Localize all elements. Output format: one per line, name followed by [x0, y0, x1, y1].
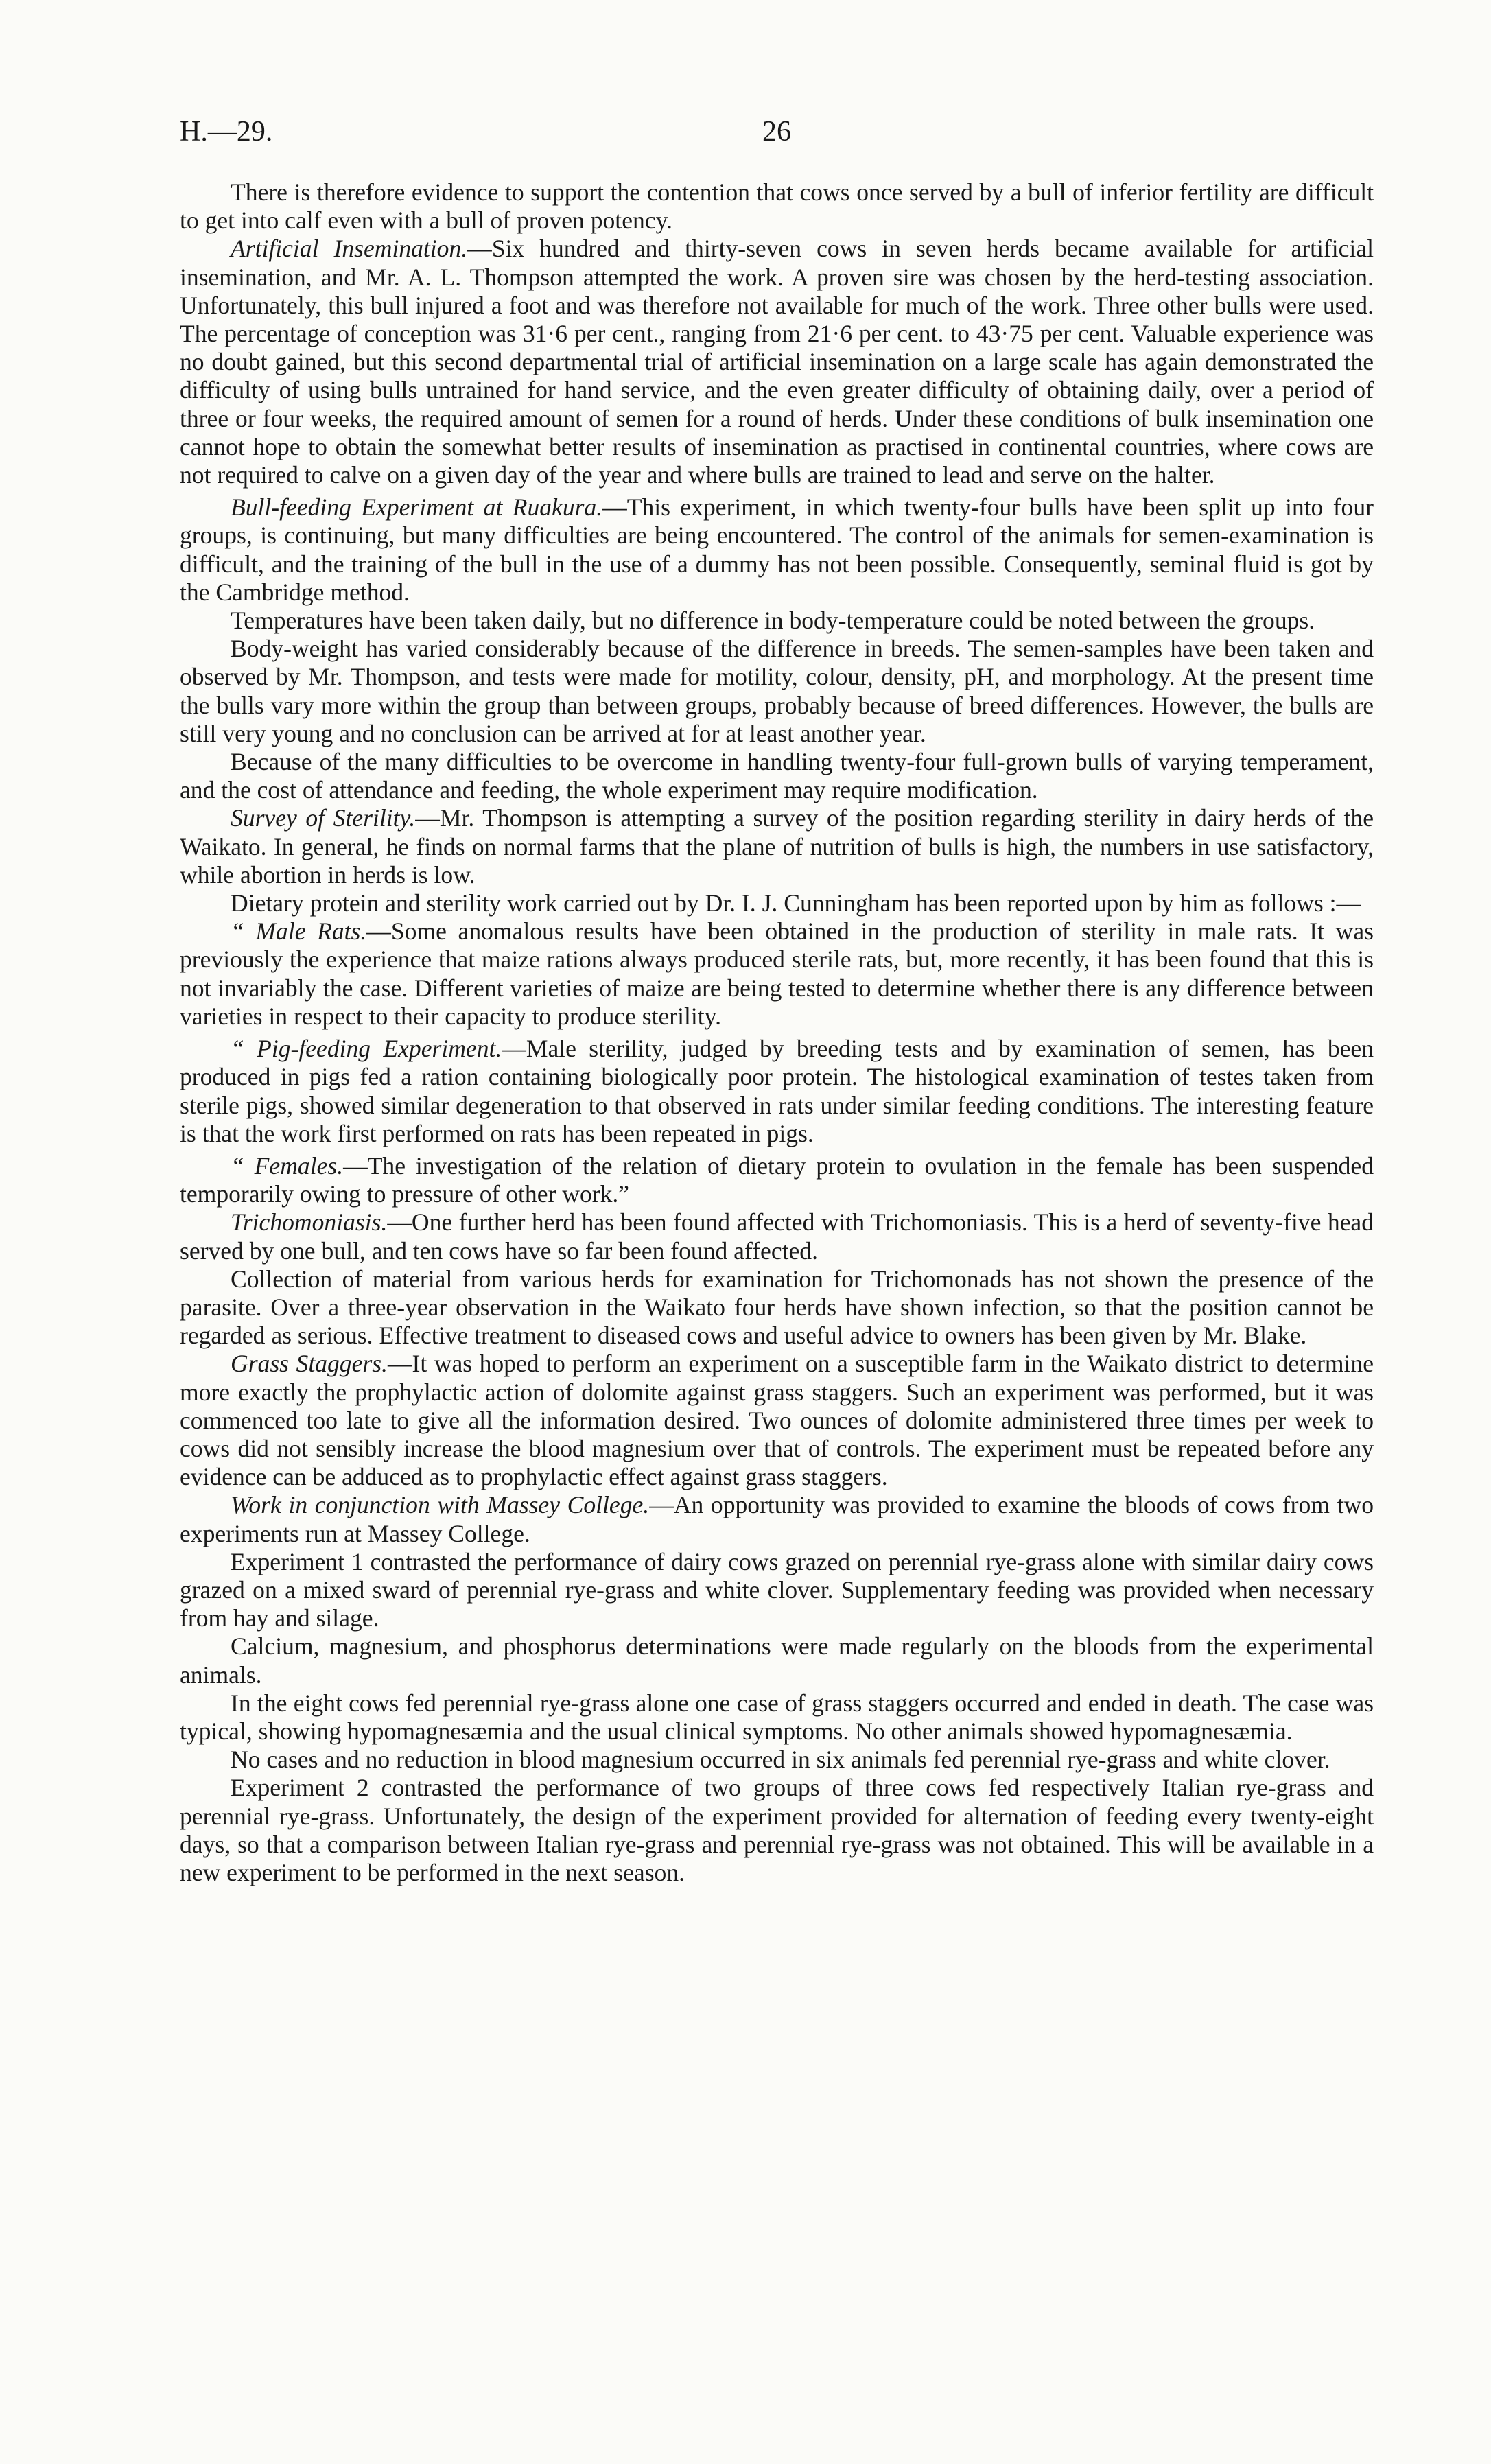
paragraph-text: —An opportunity was provided to examine the bloods of cows from two experiments run at Massey College.	[180, 1491, 1374, 1547]
paragraph-text: Calcium, magnesium, and phosphorus determinations were made regularly on the bloods from the experimental animals.	[180, 1632, 1374, 1689]
paragraph-text: There is therefore evidence to support the contention that cows once served by a bull of inferior fertility are difficult to get into calf even with a bull of proven potency.	[180, 178, 1374, 235]
paragraph-text: —This experiment, in which twenty-four bulls have been split up into four groups, is continuing, but many difficulties are being encountered. The control of the animals for semen-examination is difficult, and the training of the bull in the use of a dummy has not been possible. Consequently, seminal fluid is got by the Cambridge method.	[180, 493, 1374, 606]
paragraph	[180, 1491, 1374, 1547]
paragraph-lead: “ Male Rats.	[231, 917, 367, 946]
page-number: 26	[762, 116, 791, 148]
paragraph	[180, 1548, 1374, 1633]
paragraph	[180, 1208, 1374, 1265]
paragraph-text: In the eight cows fed perennial rye-grass alone one case of grass staggers occurred and ended in death. The case was typical, showing hypomagnesæmia and the usual clinical symptoms. No other animals showed hypomagnesæmia.	[180, 1689, 1374, 1745]
paragraph	[180, 235, 1374, 489]
paragraph	[180, 178, 1374, 235]
paragraph	[180, 917, 1374, 1031]
paragraph	[180, 1350, 1374, 1491]
paragraph	[180, 635, 1374, 748]
paragraph	[180, 1746, 1374, 1774]
paragraph-text: —Male sterility, judged by breeding tests and by examination of semen, has been produced in pigs fed a ration containing biologically poor protein. The histological examination of testes taken from sterile pigs, showed similar degeneration to that observed in rats under similar feeding conditions. The interesting feature is that the work first performed on rats has been repeated in pigs.	[180, 1035, 1374, 1147]
paragraph	[180, 804, 1374, 889]
paragraph-lead: Artificial Insemination.	[231, 235, 468, 263]
paragraph-text: Collection of material from various herds for examination for Trichomonads has not shown the presence of the parasite. Over a three-year observation in the Waikato four herds have shown infection, so that the position cannot be regarded as serious. Effective treatment to diseased cows and useful advice to owners has been given by Mr. Blake.	[180, 1265, 1374, 1350]
paragraph-lead: Grass Staggers.	[231, 1350, 388, 1378]
paragraph-lead: Trichomoniasis.	[231, 1208, 388, 1236]
paragraph	[180, 748, 1374, 804]
paragraph	[180, 1689, 1374, 1746]
paragraph	[180, 607, 1374, 635]
paragraph-lead: “ Females.	[231, 1151, 344, 1180]
paragraph	[180, 1035, 1374, 1148]
paragraph-text: Because of the many difficulties to be overcome in handling twenty-four full-grown bulls of varying temperament, and the cost of attendance and feeding, the whole experiment may require modification.	[180, 748, 1374, 804]
paragraph	[180, 1774, 1374, 1887]
paragraph-text: Body-weight has varied considerably because of the difference in breeds. The semen-samples have been taken and observed by Mr. Thompson, and tests were made for motility, colour, density, pH, and morphology. At the present time the bulls vary more within the group than between groups, probably because of breed differences. However, the bulls are still very young and no conclusion can be arrived at for at least another year.	[180, 635, 1374, 747]
paragraph	[180, 1152, 1374, 1208]
paragraph	[180, 889, 1374, 917]
paragraph-text: Experiment 2 contrasted the performance of two groups of three cows fed respectively Italian rye-grass and perennial rye-grass. Unfortunately, the design of the experiment provided for alternation of feeding every twenty-eight days, so that a comparison between Italian rye-grass and perennial rye-grass was not obtained. This will be available in a new experiment to be performed in the next season.	[180, 1774, 1374, 1886]
paragraph-text: —Some anomalous results have been obtained in the production of sterility in male rats. It was previously the experience that maize rations always produced sterile rats, but, more recently, it has been found that this is not invariably the case. Different varieties of maize are being tested to determine whether there is any difference between varieties in respect to their capacity to produce sterility.	[180, 917, 1374, 1030]
paragraph-text: —One further herd has been found affected with Trichomoniasis. This is a herd of seventy-five head served by one bull, and ten cows have so far been found affected.	[180, 1208, 1374, 1265]
paragraph-lead: “ Pig-feeding Experiment.	[231, 1035, 502, 1063]
paragraph-text: Experiment 1 contrasted the performance of dairy cows grazed on perennial rye-grass alone with similar dairy cows grazed on a mixed sward of perennial rye-grass and white clover. Supplementary feeding was provided when necessary from hay and silage.	[180, 1547, 1374, 1632]
paragraph-text: —The investigation of the relation of dietary protein to ovulation in the female has been suspended temporarily owing to pressure of other work.”	[180, 1151, 1374, 1208]
page-header	[180, 115, 1374, 156]
paragraph	[180, 1632, 1374, 1689]
paragraph-text: —It was hoped to perform an experiment on a susceptible farm in the Waikato district to determine more exactly the prophylactic action of dolomite against grass staggers. Such an experiment was performed, but it was commenced too late to give all the information desired. Two ounces of dolomite administered three times per week to cows did not sensibly increase the blood magnesium over that of controls. The experiment must be repeated before any evidence can be adduced as to prophylactic effect against grass staggers.	[180, 1350, 1374, 1491]
paragraph-text: No cases and no reduction in blood magnesium occurred in six animals fed perennial rye-grass and white clover.	[231, 1746, 1330, 1774]
paragraph-lead: Work in conjunction with Massey College.	[231, 1491, 650, 1519]
paragraph-text: Dietary protein and sterility work carried out by Dr. I. J. Cunningham has been reported upon by him as follows :—	[231, 889, 1361, 917]
paragraph-text: Temperatures have been taken daily, but no difference in body-temperature could be noted between the groups.	[231, 607, 1315, 635]
document-id: H.—29.	[180, 116, 273, 148]
paragraph	[180, 493, 1374, 607]
paragraph-text: —Mr. Thompson is attempting a survey of the position regarding sterility in dairy herds of the Waikato. In general, he finds on normal farms that the plane of nutrition of bulls is high, the numbers in use satisfactory, while abortion in herds is low.	[180, 804, 1374, 889]
paragraph-lead: Bull-feeding Experiment at Ruakura.	[231, 493, 603, 521]
paragraph-lead: Survey of Sterility.	[231, 804, 416, 832]
body-text	[180, 178, 1374, 1887]
paragraph	[180, 1265, 1374, 1350]
paragraph-text: —Six hundred and thirty-seven cows in seven herds became available for artificial insemination, and Mr. A. L. Thompson attempted the work. A proven sire was chosen by the herd-testing association. Unfortunately, this bull injured a foot and was therefore not available for much of the work. Three other bulls were used. The percentage of conception was 31·6 per cent., ranging from 21·6 per cent. to 43·75 per cent. Valuable experience was no doubt gained, but this second departmental trial of artificial insemination on a large scale has again demonstrated the difficulty of using bulls untrained for hand service, and the even greater difficulty of obtaining daily, over a period of three or four weeks, the required amount of semen for a round of herds. Under these conditions of bulk insemination one cannot hope to obtain the somewhat better results of insemination as practised in continental countries, where cows are not required to calve on a given day of the year and where bulls are trained to lead and serve on the halter.	[180, 235, 1374, 489]
